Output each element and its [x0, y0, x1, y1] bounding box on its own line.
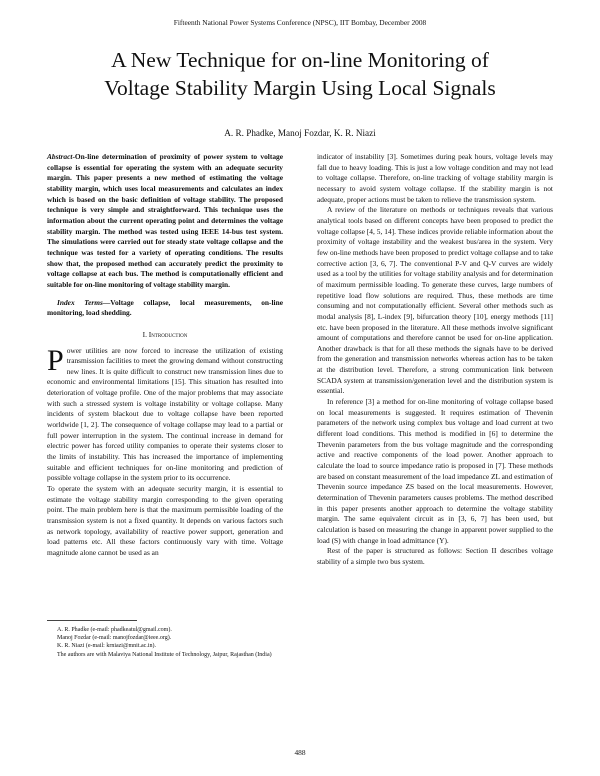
page-number: 488: [294, 748, 306, 757]
intro-paragraph-1: [47, 343, 283, 485]
right-paragraph-1: indicator of instability [3]. Sometimes during peak hours, voltage levels may fall due to heavy loading. This is just a low voltage condition and may not lead to voltage collapse. Therefore, on-line tracking of voltage stability margin is necessary to avoid system voltage collapse. If the stability margin is not adequate, proper actions must be taken to relieve the transmission system.: [317, 152, 553, 204]
right-paragraph-4: Rest of the paper is structured as follows: Section II describes voltage stability of a simple two bus system.: [317, 546, 553, 566]
abstract-text: -On-line determination of proximity of power system to voltage collapse is essential for operating the system with an adequate security margin. This paper presents a new method of estimating the voltage stability margin, which uses local measurements and calculates an index which is based on the basic definition of voltage stability. The proposed technique is very simple and straightforward. This technique uses the information about the current operating point and determines the voltage stability margin. The method was tested using IEEE 14-bus test system. The simulations were carried out for steady state voltage collapse and the technique was tested for a variety of operating conditions. The results show that, the proposed method can accurately predict the proximity to voltage collapse at each bus. The method is computationally efficient and suitable for on-line monitoring of voltage stability margin.: [47, 152, 283, 289]
left-column: [47, 152, 283, 559]
index-terms: [47, 298, 283, 319]
intro-paragraph-1-text: ower utilities are now forced to increase the utilization of existing transmission facilities to meet the growing demand without constructing new lines. It is quite difficult to construct new transmission lines due to economic and environmental limitations [15]. This situation has resulted into deterioration of voltage profile. One of the major problems that may associate with such a stressed system is voltage instability or voltage collapse. Many incidents of system blackout due to voltage collapse have been reported worldwide [1, 2]. The consequence of voltage collapse may lead to a partial or full power interruption in the system. The continual increase in demand for electric power has forced utility companies to operate their systems closer to the limits of instability. This has increased the importance of implementing suitable and efficient techniques for on-line monitoring and prediction of possible voltage collapse in the system prior to its occurrence.: [47, 345, 283, 483]
footnote-niazi: K. R. Niazi (e-mail: krniazi@mnit.ac.in).: [57, 643, 156, 650]
title-line-1: A New Technique for on-line Monitoring of: [111, 48, 489, 72]
footnote-affiliation: The authors are with Malaviya National Institute of Technology, Jaipur, Rajasthan (India): [57, 651, 272, 658]
abstract: [47, 152, 283, 291]
footnote-rule: [47, 620, 137, 621]
section-heading-introduction: I. Introduction: [142, 329, 188, 339]
footnote-fozdar: Manoj Fozdar (e-mail: manojfozdar@ieee.org).: [57, 635, 172, 642]
title-line-2: Voltage Stability Margin Using Local Signals: [104, 76, 496, 100]
paper-title: [60, 46, 540, 102]
right-paragraph-2: A review of the literature on methods or techniques reveals that various analytical tools based on different concepts have been proposed to predict the voltage collapse [4, 5, 14]. These indices provide reliable information about the proximity of voltage instability and the weakest bus/area in the system. Very few on-line methods have been proposed to predict voltage collapse and to take corrective action [3, 6, 7]. The conventional P-V and Q-V curves are widely used as a tool by the utilities for voltage stability analysis and for determination of maximum permissible loading. To generate these curves, large numbers of repetitive load flow solutions are required. Thus, these methods are time consuming and not computationally efficient. Several other methods such as modal analysis [8], L-index [9], bifurcation theory [10], energy methods [11] etc. have been proposed in the literature. All these methods involve significant amount of computations and therefore cannot be used for on-line application. Another drawback is that for all these methods the signals have to be derived from the generation and transmission networks whereas action has to be taken at the distribution level. Therefore, a strong communication link between SCADA system at transmission/generation level and the distribution system is essential.: [317, 205, 553, 396]
index-terms-label: Index Terms: [57, 297, 103, 307]
author-list: A. R. Phadke, Manoj Fozdar, K. R. Niazi: [224, 128, 376, 138]
conference-header: Fifteenth National Power Systems Conference (NPSC), IIT Bombay, December 2008: [173, 18, 427, 27]
abstract-label: Abstract: [47, 152, 73, 161]
right-paragraph-3: In reference [3] a method for on-line monitoring of voltage collapse based on local measurements is suggested. It requires estimation of Thevenin parameters of the network using complex bus voltage and load current at two different load conditions. This method is modified in [6] to determine the Thevenin parameters from the bus voltage magnitude and the corresponding active and reactive components of the load power. Another approach to calculate the load to source impedance ratio is proposed in [7]. These methods are based on constant measurement of the load impedance ZL and estimation of Thevenin source impedance ZS based on the local measurements. However, determination of Thevenin parameters causes problems. The method described in this paper presents another approach to determine the voltage stability margin. The same equivalent circuit as in [3, 6, 7] has been used, but calculation is based on measuring the change in apparent power supplied to the load (S) with change in load admittance (Y).: [317, 397, 553, 545]
footnote-phadke: A. R. Phadke (e-mail: phadkeatul@gmail.com).: [57, 627, 172, 633]
index-terms-text: —Voltage collapse, local measurements, on-line monitoring, load shedding.: [47, 297, 283, 318]
right-column: [317, 152, 553, 568]
intro-paragraph-2: To operate the system with an adequate security margin, it is essential to estimate the voltage stability margin corresponding to the given operating point. The main problem here is that the maximum permissible loading of the transmission system is not a fixed quantity. It depends on various factors such as network topology, availability of reactive power support, generation and load patterns etc. All these factors continuously vary with time. Voltage magnitude alone cannot be used as an: [47, 484, 283, 557]
drop-cap: P: [47, 343, 64, 377]
footnotes: [47, 626, 283, 659]
